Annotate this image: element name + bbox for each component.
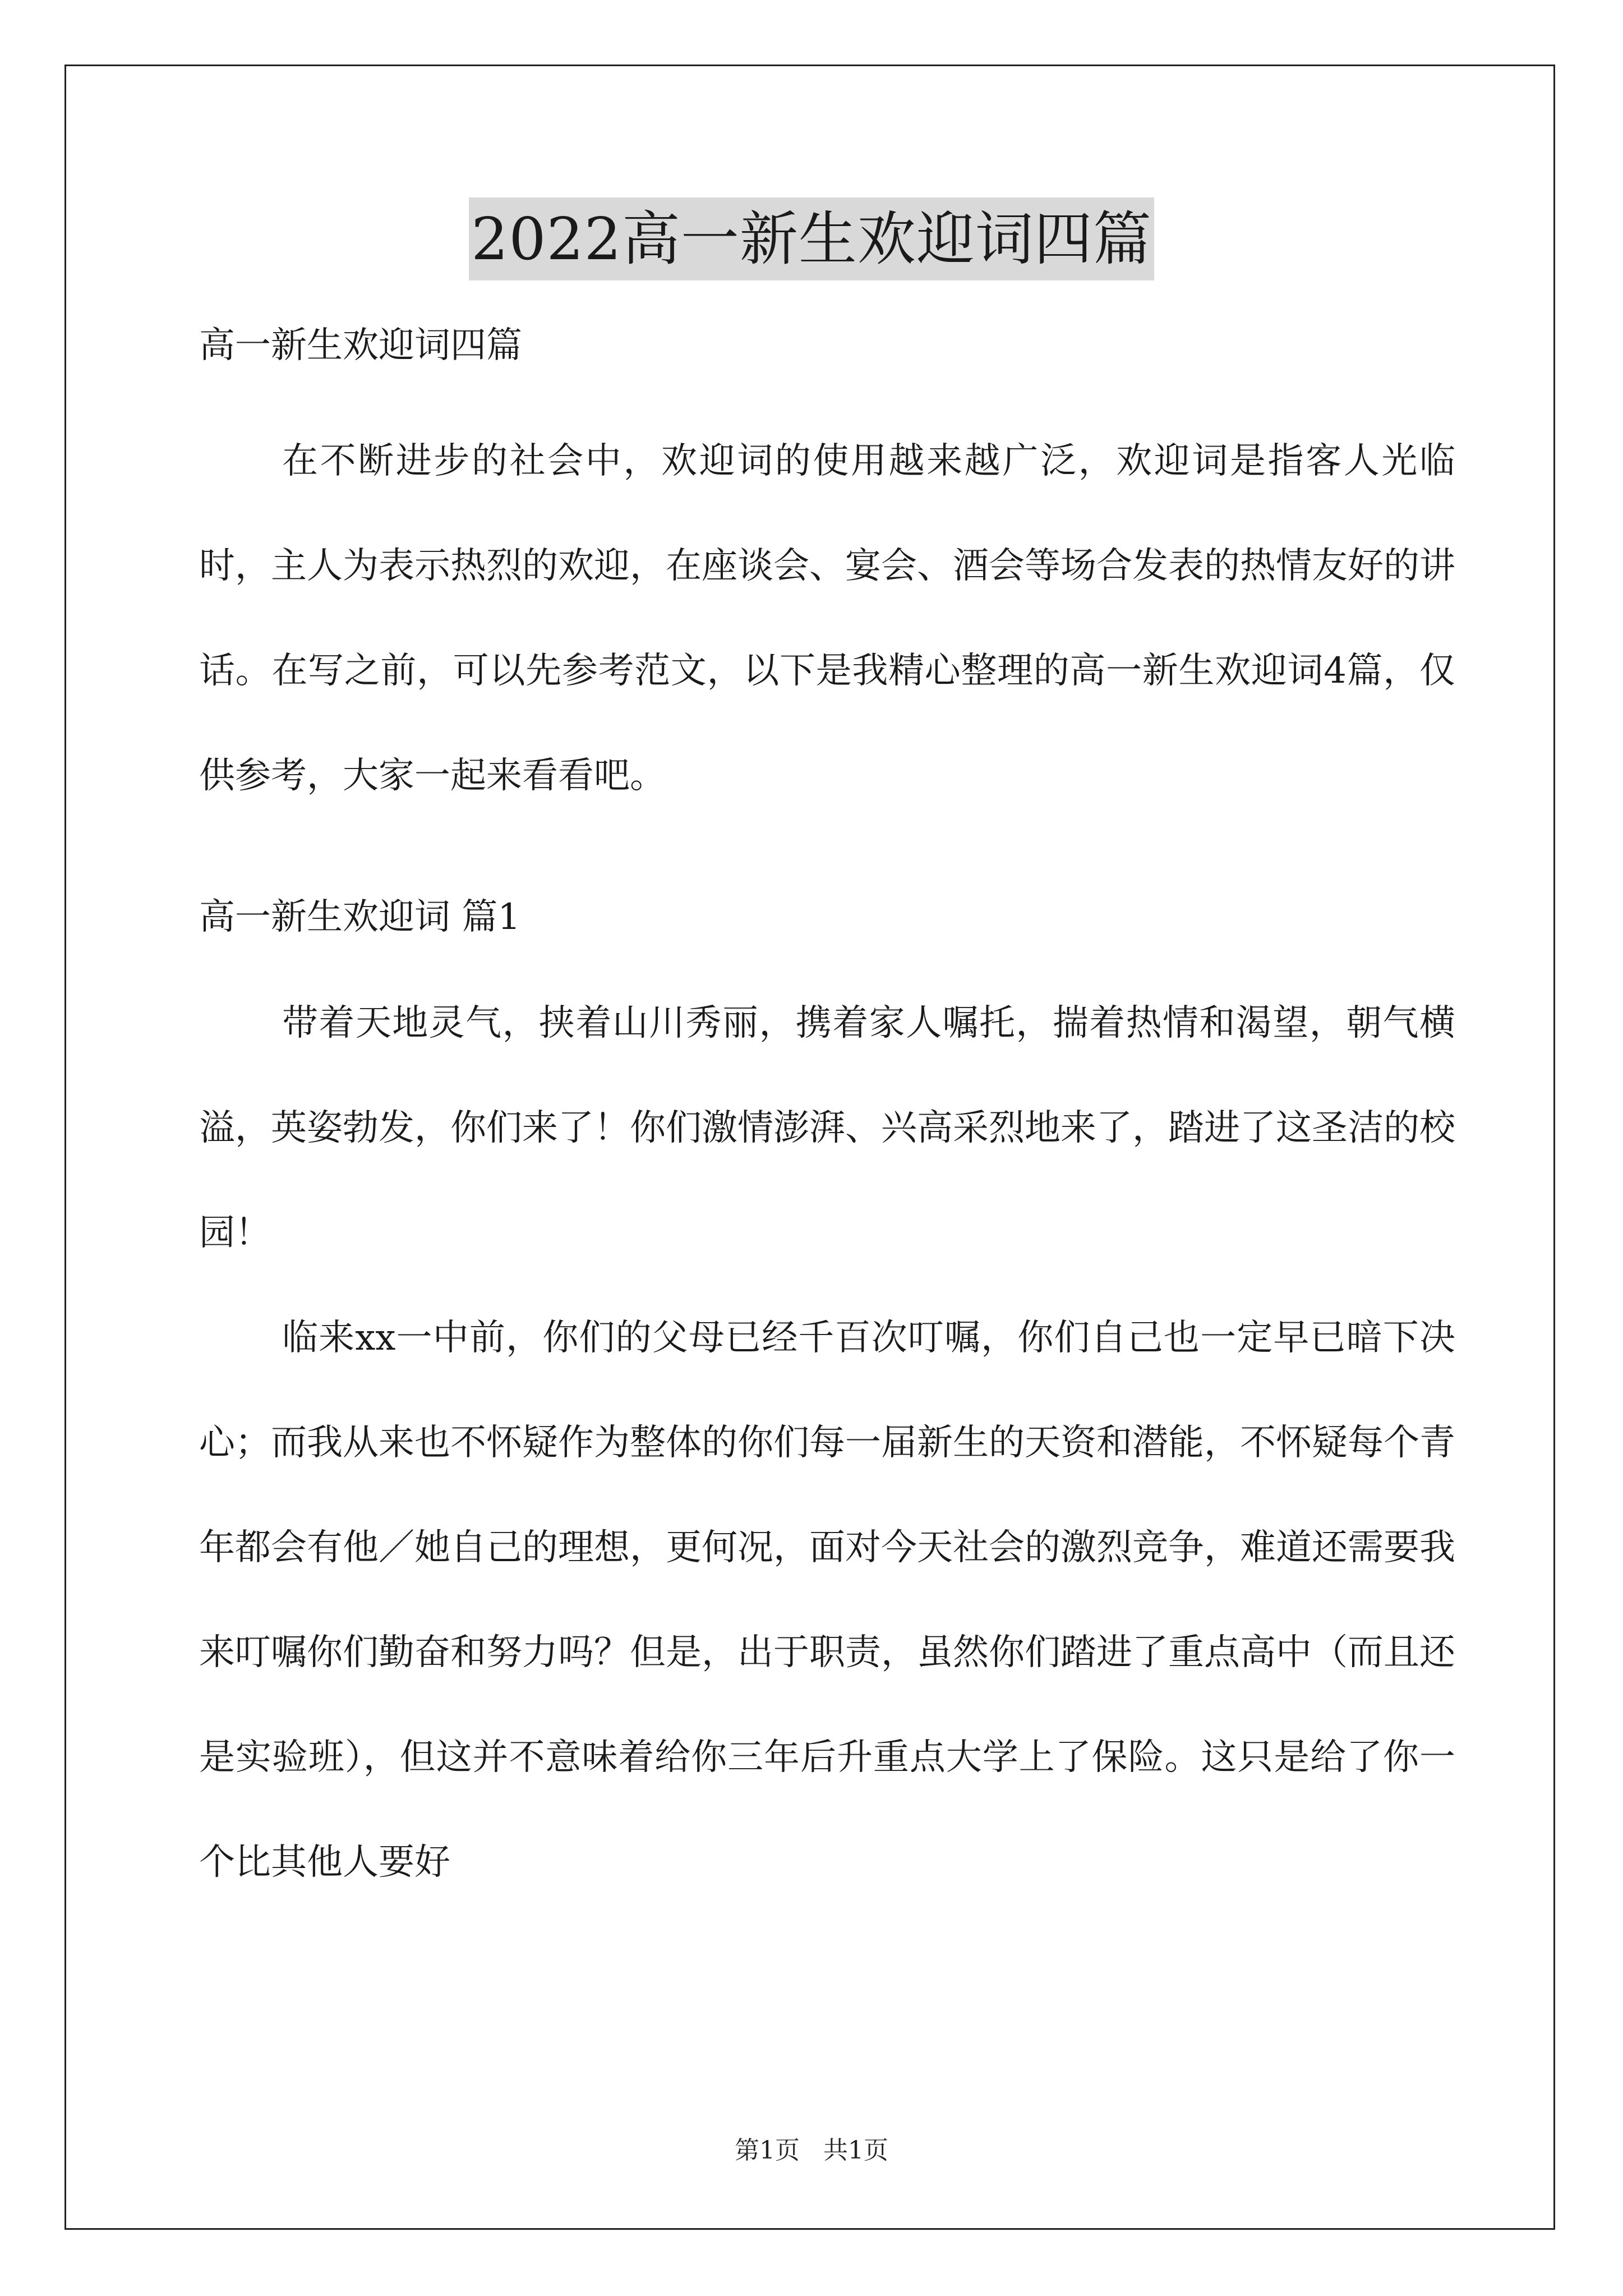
page-number: 第1页 bbox=[735, 2136, 800, 2165]
section-heading: 高一新生欢迎词 篇1 bbox=[199, 896, 521, 938]
intro-paragraph: 在不断进步的社会中，欢迎词的使用越来越广泛，欢迎词是指客人光临时，主人为表示热烈的欢迎，在座谈会、宴会、酒会等场合发表的热情友好的讲话。在写之前，可以先参考范文，以下是我精心整理的高一新生欢迎词4篇，仅供参考，大家一起来看看吧。 bbox=[199, 440, 1455, 797]
title-container bbox=[0, 197, 1623, 280]
document-body bbox=[199, 314, 1455, 1915]
document-subtitle: 高一新生欢迎词四篇 bbox=[199, 325, 522, 366]
section-paragraph: 临来xx一中前，你们的父母已经千百次叮嘱，你们自己也一定早已暗下决心；而我从来也不怀疑作为整体的你们每一届新生的天资和潜能，不怀疑每个青年都会有他／她自己的理想，更何况，面对今天社会的激烈竞争，难道还需要我来叮嘱你们勤奋和努力吗？但是，出于职责，虽然你们踏进了重点高中（而且还是实验班），但这并不意味着给你三年后升重点大学上了保险。这只是给了你一个比其他人要好 bbox=[199, 1317, 1455, 1883]
page-total: 共1页 bbox=[823, 2136, 888, 2165]
section-paragraph: 带着天地灵气，挟着山川秀丽，携着家人嘱托，揣着热情和渴望，朝气横溢，英姿勃发，你们来了！你们激情澎湃、兴高采烈地来了，踏进了这圣洁的校园！ bbox=[199, 1002, 1455, 1254]
document-title: 2022高一新生欢迎词四篇 bbox=[469, 197, 1154, 280]
page-footer bbox=[0, 2134, 1623, 2168]
